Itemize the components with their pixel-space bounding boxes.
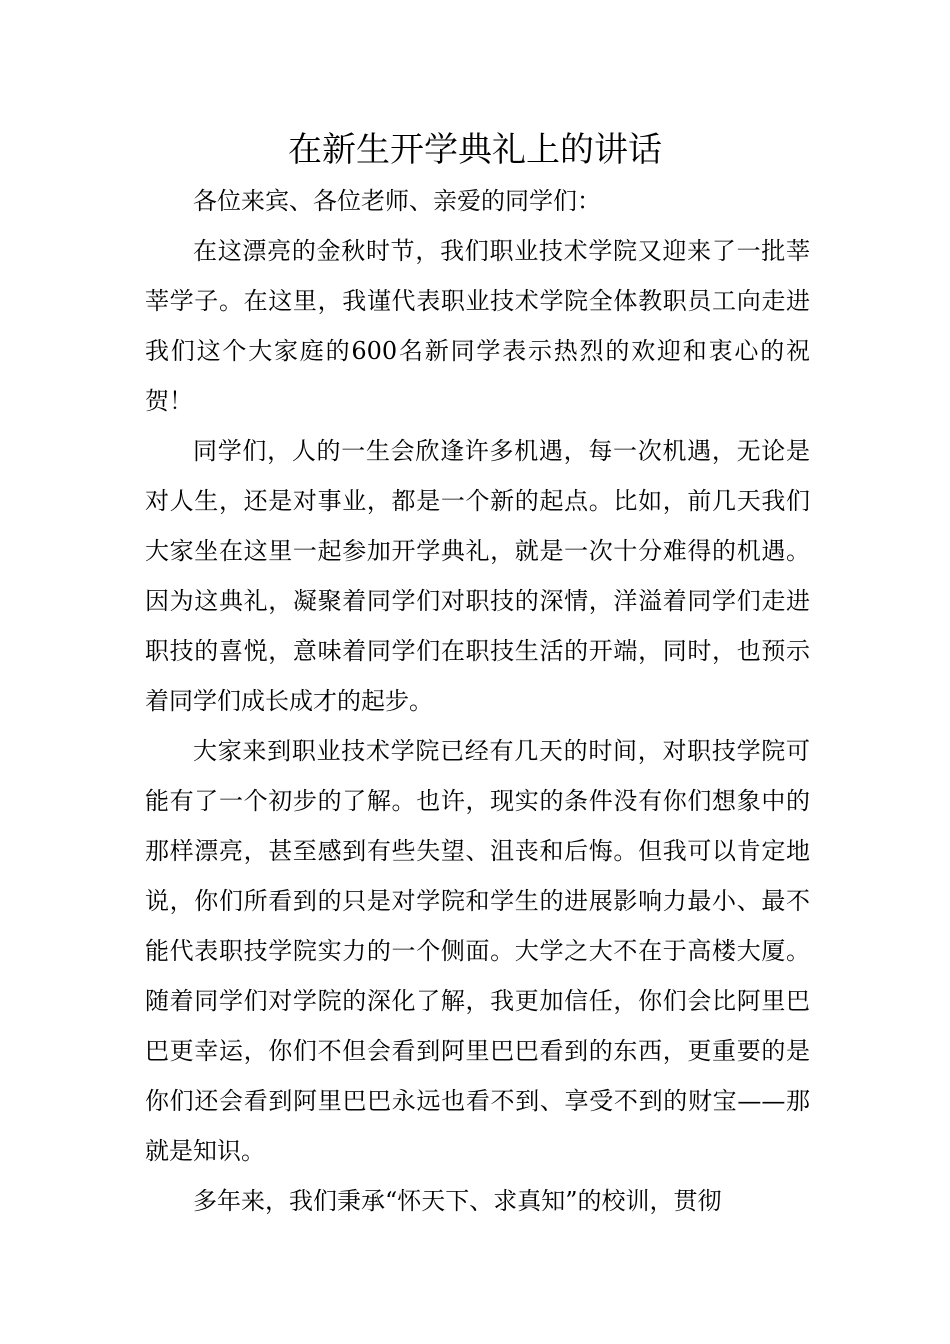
paragraph-3: 大家来到职业技术学院已经有几天的时间，对职技学院可能有了一个初步的了解。也许，现实的条件没有你们想象中的那样漂亮，甚至感到有些失望、沮丧和后悔。但我可以肯定地说，你们所看到的只是对学院和学生的进展影响力最小、最不能代表职技学院实力的一个侧面。大学之大不在于高楼大厦。随着同学们对学院的深化了解，我更加信任，你们会比阿里巴巴更幸运，你们不但会看到阿里巴巴看到的东西，更重要的是你们还会看到阿里巴巴永远也看不到、享受不到的财宝——那就是知识。 (145, 737, 810, 1165)
salutation: 各位来宾、各位老师、亲爱的同学们： (193, 187, 601, 215)
paragraph-1: 在这漂亮的金秋时节，我们职业技术学院又迎来了一批莘莘学子。在这里，我谨代表职业技术学院全体教职员工向走进我们这个大家庭的600名新同学表示热烈的欢迎和衷心的祝贺！ (145, 237, 810, 415)
document-body (145, 176, 810, 1226)
paragraph-2: 同学们，人的一生会欣逢许多机遇，每一次机遇，无论是对人生，还是对事业，都是一个新的起点。比如，前几天我们大家坐在这里一起参加开学典礼，就是一次十分难得的机遇。因为这典礼，凝聚着同学们对职技的深情，洋溢着同学们走进职技的喜悦，意味着同学们在职技生活的开端，同时，也预示着同学们成长成才的起步。 (145, 437, 810, 715)
document-title: 在新生开学典礼上的讲话 (288, 130, 662, 170)
paragraph-4: 多年来，我们秉承“怀天下、求真知”的校训，贯彻 (193, 1187, 722, 1215)
